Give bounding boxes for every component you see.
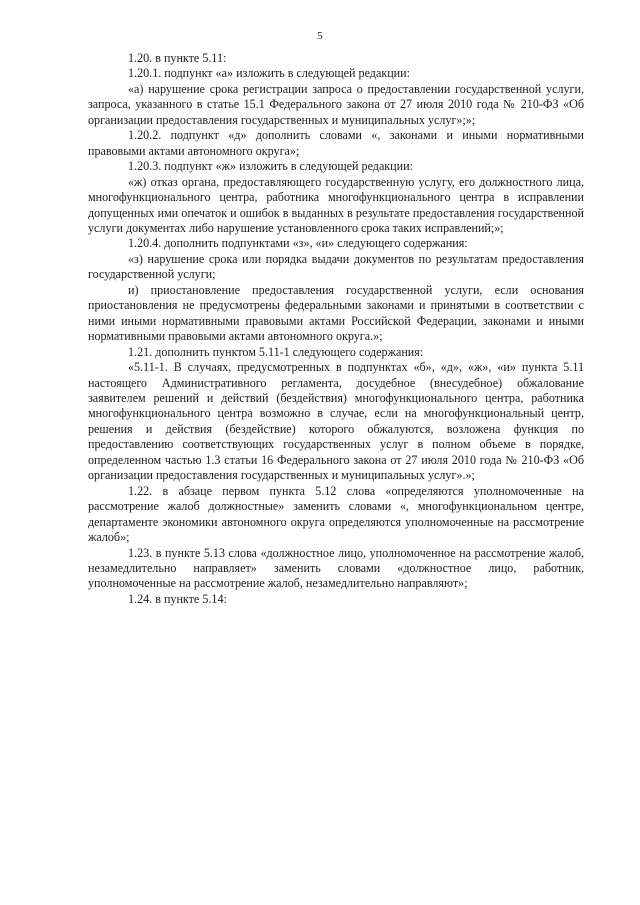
paragraph-5-11-1: «5.11-1. В случаях, предусмотренных в подпунктах «б», «д», «ж», «и» пункта 5.11 настоящего Административного регламента, досудебное (внесудебное) обжалование заявителем решений и действий (бездействия) многофункционального центра, работника многофункционального центра возможно в случае, если на многофункциональный центр, решения и действия (бездействие) которого обжалуются, возложена функция по предоставлению соответствующих государственных услуг в полном объеме в порядке, определенном частью 1.3 статьи 16 Федерального закона от 27 июля 2010 года № 210-ФЗ «Об организации предоставления государственных и муниципальных услуг».»; [88,360,584,483]
paragraph-1-20-3: 1.20.3. подпункт «ж» изложить в следующей редакции: [128,159,413,174]
page-number: 5 [317,30,323,42]
paragraph-subitem-zh: «ж) отказ органа, предоставляющего государственную услугу, его должностного лица, многофункционального центра, работника многофункционального центра в исправлении допущенных ими опечаток и ошибок в выданных в результате предоставления государственной услуги документах либо нарушение установленного срока таких исправлений;»; [88,174,584,235]
paragraph-1-21: 1.21. дополнить пунктом 5.11-1 следующего содержания: [128,344,424,359]
paragraph-1-22: 1.22. в абзаце первом пункта 5.12 слова «определяются уполномоченные на рассмотрение жалоб должностные» заменить словами «, многофункциональном центре, департаменте экономики автономного округа определяются уполномоченные на рассмотрение жалоб»; [88,483,584,545]
paragraph-1-20-1: 1.20.1. подпункт «а» изложить в следующей редакции: [128,66,410,81]
paragraph-subitem-z: «з) нарушение срока или порядка выдачи документов по результатам предоставления государственной услуги; [88,251,584,282]
paragraph-subitem-a: «а) нарушение срока регистрации запроса о предоставлении государственной услуги, запроса, указанного в статье 15.1 Федерального закона от 27 июля 2010 года № 210-ФЗ «Об организации предоставления государственных и муниципальных услуг»;»; [88,81,584,127]
document-body [88,51,584,607]
paragraph-1-20: 1.20. в пункте 5.11: [128,51,227,65]
paragraph-1-24: 1.24. в пункте 5.14: [128,591,227,606]
paragraph-subitem-i: и) приостановление предоставления государственной услуги, если основания приостановления не предусмотрены федеральными законами и принятыми в соответствии с ними иными нормативными правовыми актами Российской Федерации, законами и иными нормативными правовыми актами автономного округа.»; [88,282,584,344]
paragraph-1-20-2: 1.20.2. подпункт «д» дополнить словами «, законами и иными нормативными правовыми актами автономного округа»; [88,128,584,158]
paragraph-1-20-4: 1.20.4. дополнить подпунктами «з», «и» следующего содержания: [128,236,468,251]
paragraph-1-23: 1.23. в пункте 5.13 слова «должностное лицо, уполномоченное на рассмотрение жалоб, незамедлительно направляет» заменить словами «должностное лицо, работник, уполномоченные на рассмотрение жалоб, незамедлительно направляют»; [88,545,584,591]
